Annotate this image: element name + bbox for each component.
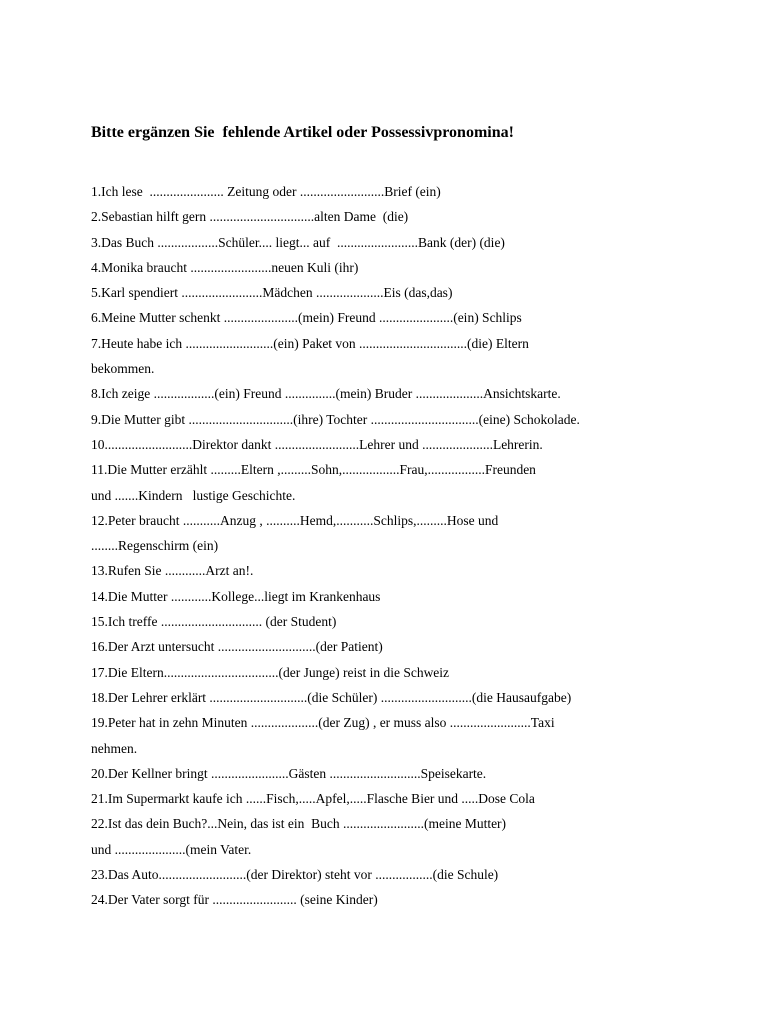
exercise-line: 19.Peter hat in zehn Minuten ....................(der Zug) , er muss also ........................Taxi xyxy=(91,715,555,731)
exercise-line: 2.Sebastian hilft gern ...............................alten Dame (die) xyxy=(91,209,409,225)
exercise-line: 3.Das Buch ..................Schüler.... liegt... auf ........................Bank (der) (die) xyxy=(91,234,505,250)
exercise-line: 18.Der Lehrer erklärt .............................(die Schüler) ...........................(die Hausaufgabe) xyxy=(91,689,572,705)
exercise-line: nehmen. xyxy=(91,740,138,756)
exercise-line: 12.Peter braucht ...........Anzug , ..........Hemd,...........Schlips,.........Hose und xyxy=(91,512,499,528)
exercise-line: 23.Das Auto..........................(der Direktor) steht vor .................(die Schule) xyxy=(91,867,499,883)
exercise-line: 14.Die Mutter ............Kollege...liegt im Krankenhaus xyxy=(91,588,381,604)
exercise-line: 7.Heute habe ich ..........................(ein) Paket von ................................(die) Eltern xyxy=(91,335,529,351)
exercise-line: 24.Der Vater sorgt für ......................... (seine Kinder) xyxy=(91,892,378,908)
document-title: Bitte ergänzen Sie fehlende Artikel oder Possessivpronomina! xyxy=(91,124,514,141)
exercise-line: 17.Die Eltern..................................(der Junge) reist in die Schweiz xyxy=(91,664,450,680)
exercise-line: ........Regenschirm (ein) xyxy=(91,538,219,554)
exercise-line: 20.Der Kellner bringt .......................Gästen ...........................Speisekarte. xyxy=(91,765,487,781)
exercise-line: 11.Die Mutter erzählt .........Eltern ,.........Sohn,.................Frau,.................Freunden xyxy=(91,462,536,478)
exercise-line: 15.Ich treffe .............................. (der Student) xyxy=(91,614,337,630)
exercise-line: 6.Meine Mutter schenkt ......................(mein) Freund ......................(ein) Schlips xyxy=(91,310,522,326)
exercise-line: bekommen. xyxy=(91,361,155,377)
exercise-line: 22.Ist das dein Buch?...Nein, das ist ein Buch ........................(meine Mutter) xyxy=(91,816,507,832)
exercise-line: 21.Im Supermarkt kaufe ich ......Fisch,.....Apfel,.....Flasche Bier und .....Dose Cola xyxy=(91,791,535,807)
exercise-line: 10..........................Direktor dankt .........................Lehrer und .....................Lehrerin. xyxy=(91,436,543,452)
exercise-line: 5.Karl spendiert ........................Mädchen ....................Eis (das,das) xyxy=(91,285,453,301)
exercise-list xyxy=(91,183,731,917)
exercise-line: 9.Die Mutter gibt ...............................(ihre) Tochter ................................(eine) Schokolade. xyxy=(91,411,580,427)
exercise-line: 8.Ich zeige ..................(ein) Freund ...............(mein) Bruder ....................Ansichtskarte. xyxy=(91,386,561,402)
exercise-line: 4.Monika braucht ........................neuen Kuli (ihr) xyxy=(91,259,359,275)
exercise-line: 16.Der Arzt untersucht .............................(der Patient) xyxy=(91,639,383,655)
exercise-line: 1.Ich lese ...................... Zeitung oder .........................Brief (ein) xyxy=(91,184,441,199)
exercise-line: und .....................(mein Vater. xyxy=(91,841,252,857)
exercise-line: und .......Kindern lustige Geschichte. xyxy=(91,487,296,503)
exercise-line: 13.Rufen Sie ............Arzt an!. xyxy=(91,563,254,579)
